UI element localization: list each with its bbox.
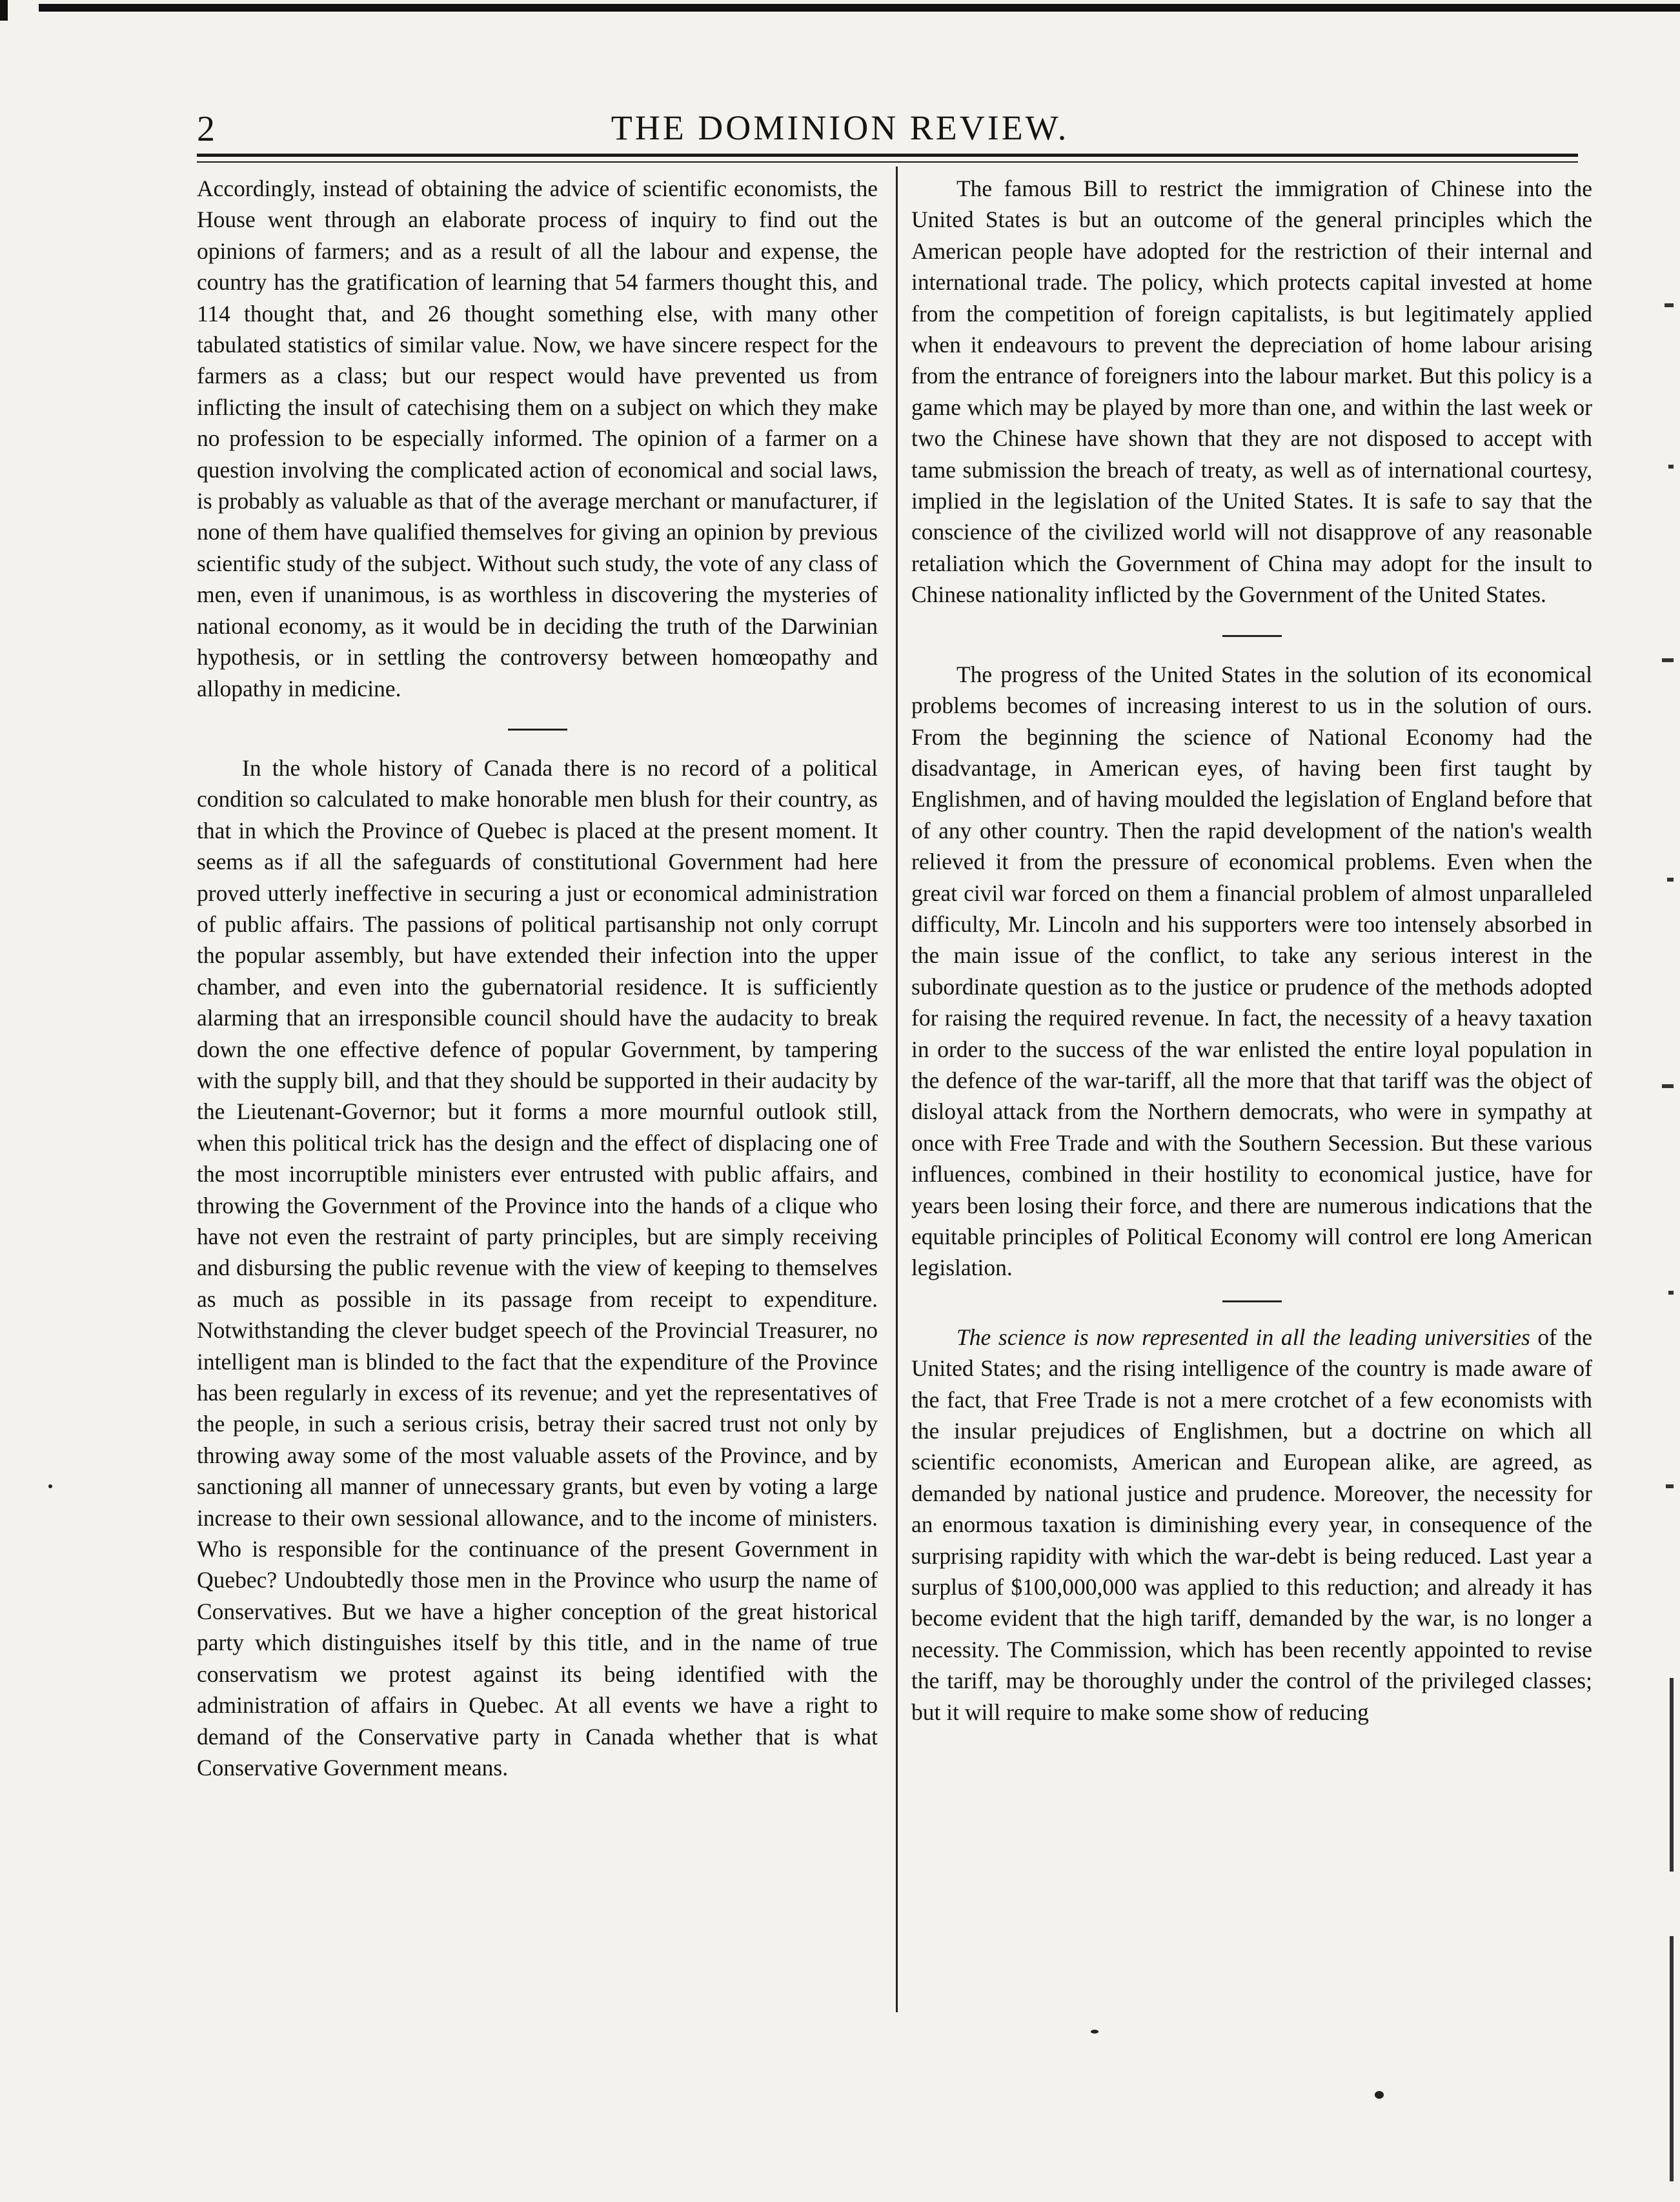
paragraph-chinese-bill: The famous Bill to restrict the immigration of Chinese into the United States is but an outcome of the general principles which the American people have adopted for the restriction of their internal and international trade. The policy, which protects capital invested at home from the competition of foreign capitalists, is but legitimately applied when it endeavours to prevent the depreciation of home labour arising from the entrance of foreigners into the labour market. But this policy is a game which may be played by more than one, and within the last week or two the Chinese have shown that they are not disposed to accept with tame submission the breach of treaty, as well as of international courtesy, implied in the legislation of the United States. It is safe to say that the conscience of the civilized world will not disapprove of any reasonable retaliation which the Government of China may adopt for the insult to Chinese nationality inflicted by the Government of the United States. [911, 176, 1592, 608]
scan-edge-marks [1654, 194, 1674, 2065]
right-column [911, 173, 1592, 1728]
column-divider [896, 167, 898, 2012]
paragraph-quebec: In the whole history of Canada there is no record of a political condition so calculated to make honorable men blush for their country, as that in which the Province of Quebec is placed at the present moment. It seems as if all the safeguards of constitutional Government had here proved utterly ineffective in securing a just or economical administration of public affairs. The passions of political partisanship not only corrupt the popular assembly, but have extended their infection into the upper chamber, and even into the gubernatorial residence. It is sufficiently alarming that an irresponsible council should have the audacity to break down the one effective defence of popular Government, by tampering with the supply bill, and that they should be supported in their audacity by the Lieutenant-Governor; but it forms a more mournful outlook still, when this political trick has the design and the effect of displacing one of the most incorruptible ministers ever entrusted with public affairs, and throwing the Government of the Province into the hands of a clique who have not even the restraint of party principles, but are simply receiving and disbursing the public revenue with the view of keeping to themselves as much as possible in its passage from receipt to expenditure. Notwithstanding the clever budget speech of the Provincial Treasurer, no intelligent man is blinded to the fact that the expenditure of the Province has been regularly in excess of its revenue; and yet the representatives of the people, in such a serious crisis, betray their sacred trust not only by throwing away some of the most valuable assets of the Province, and by sanctioning all manner of unnecessary grants, but even by voting a large increase to their own sessional allowance, and to the income of ministers. Who is responsible for the continuance of the present Government in Quebec? Undoubtedly those men in the Province who usurp the name of Conservatives. But we have a higher conception of the great historical party which distinguishes itself by this title, and in the name of true conservatism we protest against its being identified with the administration of affairs in Quebec. At all events we have a right to demand of the Conservative party in Canada whether that is what Conservative Government means. [197, 754, 878, 1781]
section-divider [1222, 635, 1282, 637]
left-column [197, 173, 878, 1783]
header-rule-thick [197, 154, 1578, 157]
scan-speck [1091, 2030, 1098, 2034]
top-scan-border [39, 4, 1680, 12]
scan-speck [48, 1484, 52, 1488]
paragraph-economists: Accordingly, instead of obtaining the advice of scientific economists, the House went through an elaborate process of inquiry to find out the opinions of farmers; and as a result of all the labour and expense, the country has the gratification of learning that 54 farmers thought this, and 114 thought that, and 26 thought something else, with many other tabulated statistics of similar value. Now, we have sincere respect for the farmers as a class; but our respect would have prevented us from inflicting the insult of catechising them on a subject on which they make no profession to be especially informed. The opinion of a farmer on a question involving the complicated action of economical and social laws, is probably as valuable as that of the average merchant or manufacturer, if none of them have qualified themselves for giving an opinion by previous scientific study of the subject. Without such study, the vote of any class of men, even if unanimous, is as worthless in discovering the mysteries of national economy, as it would be in deciding the truth of the Darwinian hypothesis, or in settling the controversy between homœopathy and allopathy in medicine. [197, 176, 878, 702]
scan-speck [1375, 2091, 1384, 2099]
section-divider [1222, 1300, 1282, 1302]
corner-scan-mark [0, 0, 8, 21]
section-divider [508, 729, 567, 731]
paragraph-united-states-progress: The progress of the United States in the solution of its economical problems becomes of increasing interest to us in the solution of ours. From the beginning the science of National Economy had the disadvantage, in American eyes, of having been first taught by Englishmen, and of having moulded the legislation of England before that of any other country. Then the rapid development of the nation's wealth relieved it from the pressure of economical problems. Even when the great civil war forced on them a financial problem of almost unparalleled difficulty, Mr. Lincoln and his supporters were too intensely absorbed in the main issue of the conflict, to take any serious interest in the subordinate question as to the justice or prudence of the methods adopted for raising the required revenue. In fact, the necessity of a heavy taxation in order to the success of the war enlisted the entire loyal population in the defence of the war-tariff, all the more that that tariff was the object of disloyal attack from the Northern democrats, who were in sympathy at once with Free Trade and with the Southern Secession. But these various influences, combined in their hostility to economical justice, have for years been losing their force, and there are numerous indications that the equitable principles of Political Economy will control ere long American legislation. [911, 661, 1592, 1281]
paragraph-science-universities: The science is now represented in all the leading universities of the United States; and the rising intelligence of the country is made aware of the fact, that Free Trade is not a mere crotchet of a few economists with the insular prejudices of Englishmen, but a doctrine on which all scientific economists, American and European alike, are agreed, as demanded by national justice and prudence. Moreover, the necessity for an enormous taxation is diminishing every year, in consequence of the surprising rapidity with which the war-debt is being reduced. Last year a surplus of $100,000,000 was applied to this reduction; and already it has become evident that the high tariff, demanded by the war, is no longer a necessity. The Commission, which has been recently appointed to revise the tariff, may be thoroughly under the control of the privileged classes; but it will require to make some show of reducing [911, 1324, 1592, 1725]
header-rule-thin [197, 161, 1578, 163]
page-number: 2 [197, 109, 215, 149]
running-head-title: THE DOMINION REVIEW. [611, 108, 1069, 147]
